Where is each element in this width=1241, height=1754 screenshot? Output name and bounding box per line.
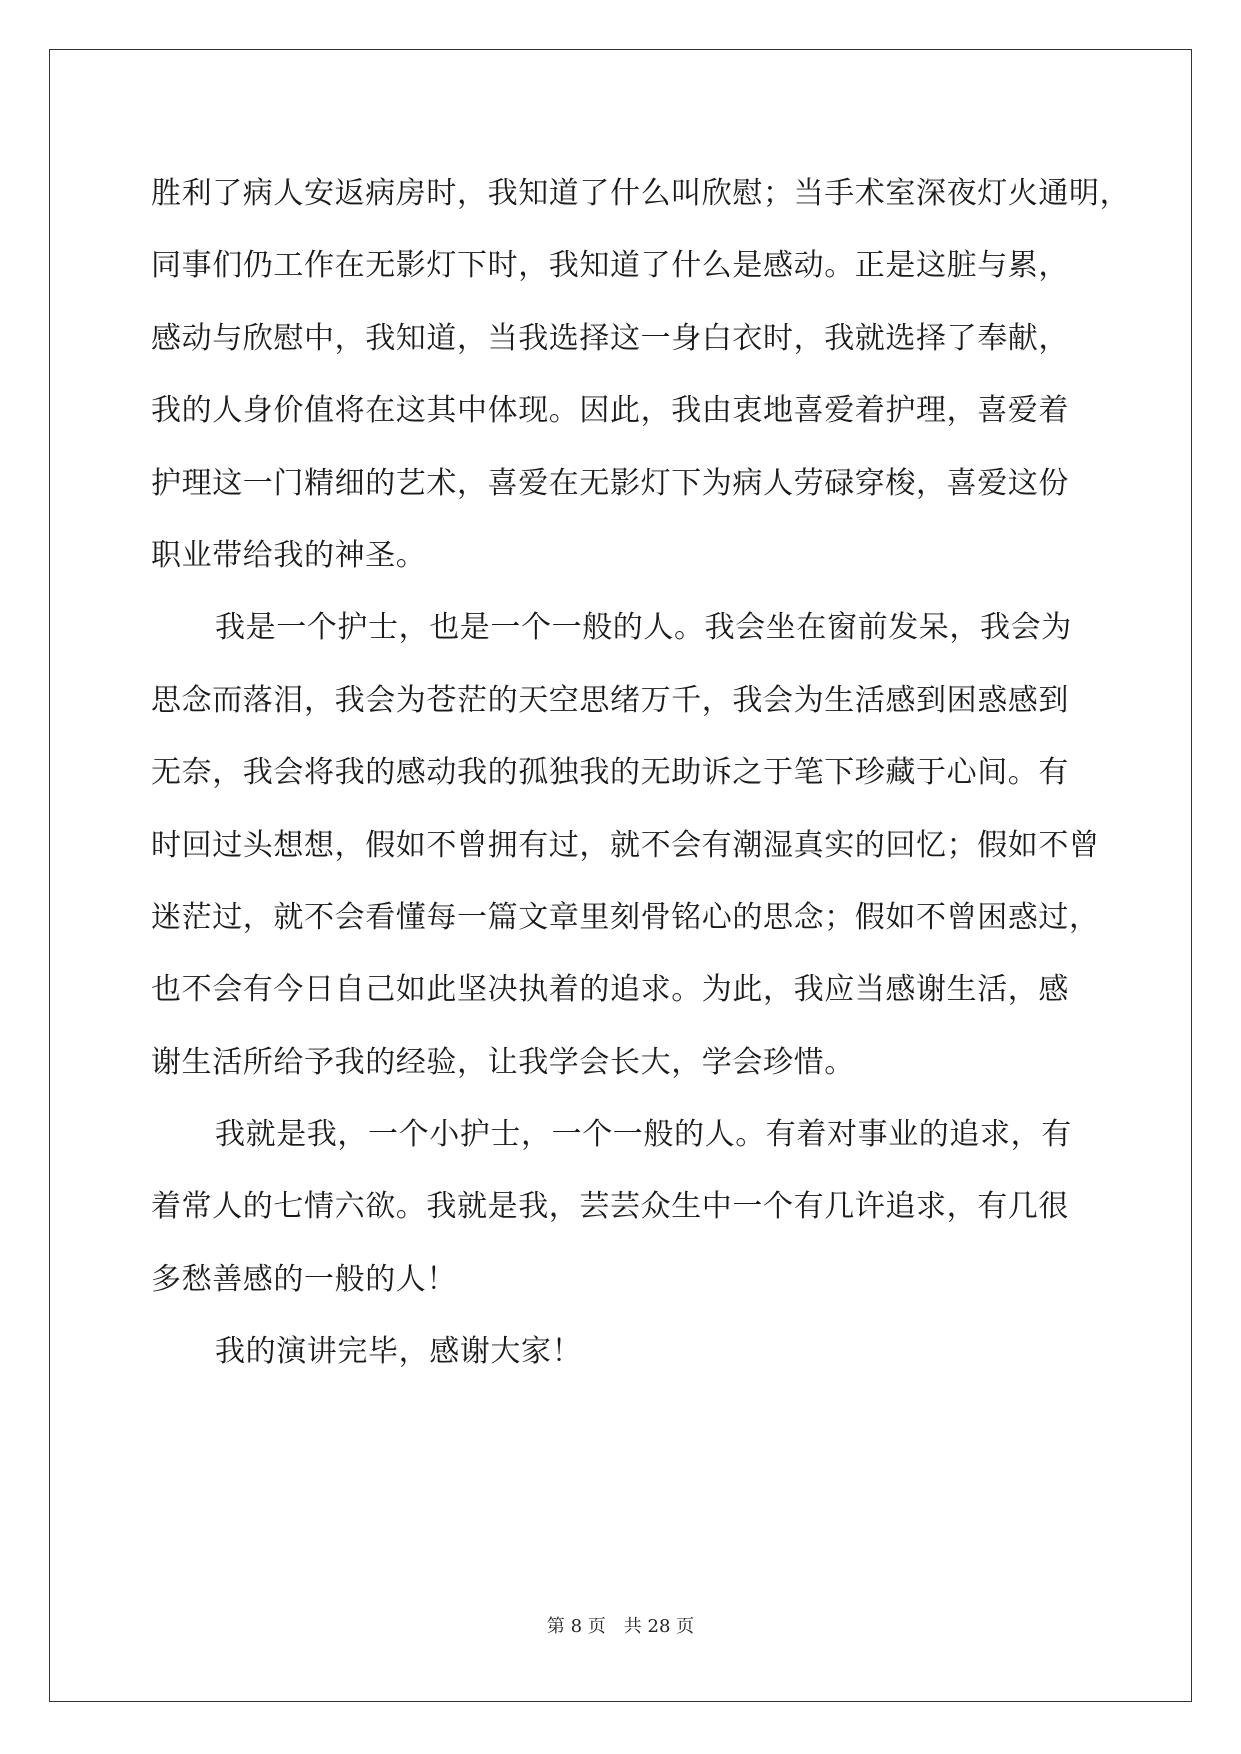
text-line: 感动与欣慰中，我知道，当我选择这一身白衣时，我就选择了奉献， [151, 320, 1069, 356]
text-line: 思念而落泪，我会为苍茫的天空思绪万千，我会为生活感到困惑感到 [151, 682, 1069, 718]
text-line: 我就是我，一个小护士，一个一般的人。有着对事业的追求，有 [215, 1117, 1072, 1153]
text-line: 胜利了病人安返病房时，我知道了什么叫欣慰；当手术室深夜灯火通明， [151, 176, 1131, 211]
text-line: 也不会有今日自己如此坚决执着的追求。为此，我应当感谢生活，感 [151, 972, 1069, 1008]
text-line: 谢生活所给予我的经验，让我学会长大，学会珍惜。 [151, 1044, 855, 1080]
text-line: 我的演讲完毕，感谢大家！ [215, 1334, 583, 1370]
text-line: 护理这一门精细的艺术，喜爱在无影灯下为病人劳碌穿梭，喜爱这份 [151, 465, 1069, 501]
page-number-footer: 第 8 页 共 28 页 [546, 1616, 695, 1637]
text-line: 职业带给我的神圣。 [151, 537, 427, 573]
document-body [151, 167, 1131, 1398]
text-line: 多愁善感的一般的人！ [151, 1261, 457, 1297]
text-line: 我是一个护士，也是一个一般的人。我会坐在窗前发呆，我会为 [215, 610, 1072, 646]
text-line: 同事们仍工作在无影灯下时，我知道了什么是感动。正是这脏与累， [151, 248, 1069, 284]
text-line: 我的人身价值将在这其中体现。因此，我由衷地喜爱着护理，喜爱着 [151, 393, 1069, 429]
text-line: 无奈，我会将我的感动我的孤独我的无助诉之于笔下珍藏于心间。有 [151, 755, 1069, 791]
text-line: 迷茫过，就不会看懂每一篇文章里刻骨铭心的思念；假如不曾困惑过， [151, 899, 1100, 935]
text-line: 着常人的七情六欲。我就是我，芸芸众生中一个有几许追求，有几很 [151, 1189, 1069, 1225]
text-line: 时回过头想想，假如不曾拥有过，就不会有潮湿真实的回忆；假如不曾 [151, 827, 1100, 863]
